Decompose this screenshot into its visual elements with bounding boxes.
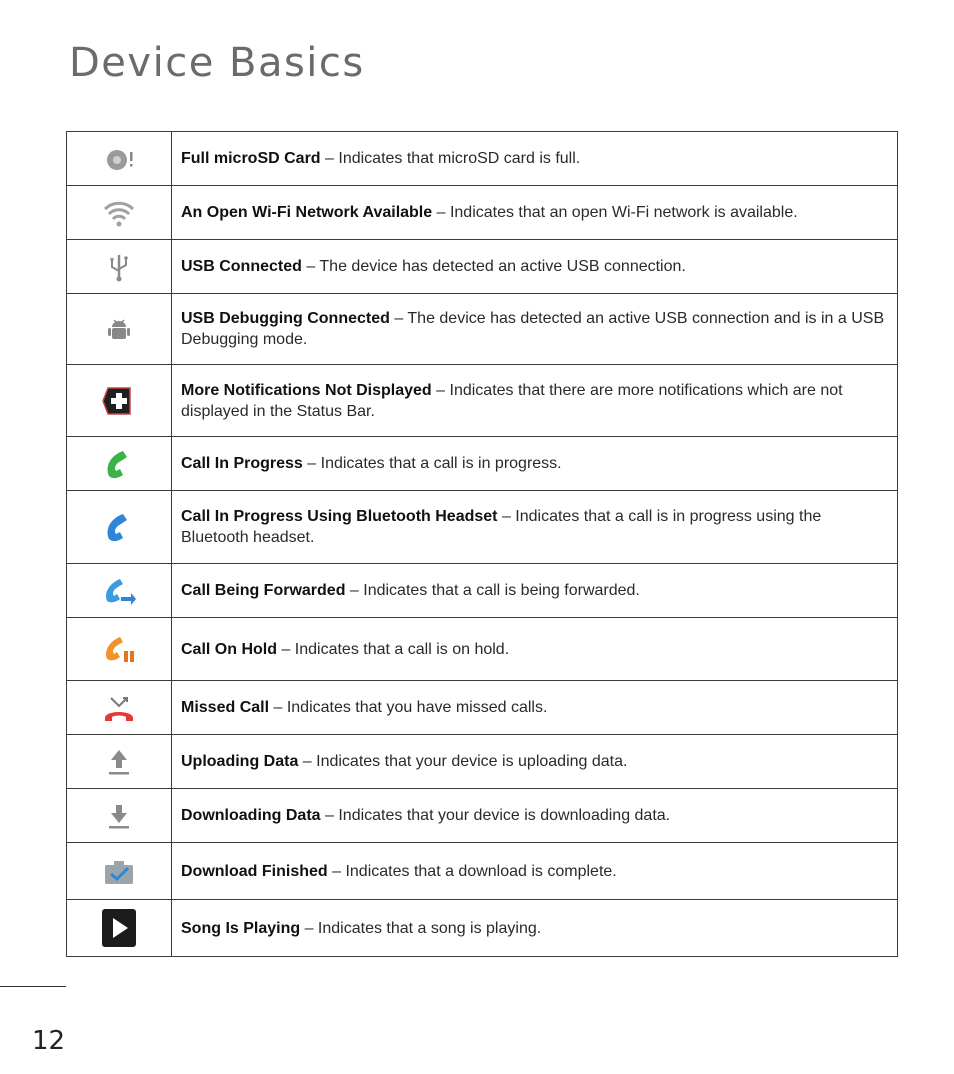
row-description: – Indicates that microSD card is full. xyxy=(320,150,581,167)
android-debug-icon xyxy=(99,309,139,349)
table-row xyxy=(67,132,898,186)
row-term: An Open Wi-Fi Network Available xyxy=(181,204,433,221)
call-in-progress-icon xyxy=(99,444,139,484)
call-on-hold-icon xyxy=(99,629,139,669)
download-finished-icon xyxy=(99,851,139,891)
more-notifications-icon xyxy=(99,381,139,421)
table-row xyxy=(67,365,898,437)
table-row xyxy=(67,618,898,681)
footer-divider xyxy=(0,986,66,987)
song-playing-icon xyxy=(99,908,139,948)
table-row xyxy=(67,681,898,735)
row-description: – Indicates that your device is downloading data. xyxy=(320,807,671,824)
table-row xyxy=(67,437,898,491)
row-description: – Indicates that your device is uploading data. xyxy=(298,753,628,770)
row-description: – Indicates that you have missed calls. xyxy=(269,699,548,716)
table-row xyxy=(67,900,898,957)
bluetooth-call-icon xyxy=(99,507,139,547)
row-description: – Indicates that a call is in progress. xyxy=(302,455,562,472)
page-title: Device Basics xyxy=(69,40,365,86)
row-description: – Indicates that a call is being forwarded. xyxy=(345,582,640,599)
row-term: Download Finished xyxy=(181,862,328,880)
download-icon xyxy=(99,796,139,836)
row-term: Call On Hold xyxy=(181,640,277,658)
page-number: 12 xyxy=(32,1026,66,1056)
status-icons-table xyxy=(66,131,898,957)
usb-icon xyxy=(99,247,139,287)
call-forwarded-icon xyxy=(99,571,139,611)
row-description: – Indicates that there are more notifications which are not displayed in the Status Bar. xyxy=(181,381,843,420)
table-row xyxy=(67,789,898,843)
row-description: – Indicates that a call is in progress using the Bluetooth headset. xyxy=(181,508,822,546)
row-term: Downloading Data xyxy=(181,807,321,824)
row-term: Song Is Playing xyxy=(181,919,301,937)
wifi-open-icon xyxy=(99,193,139,233)
row-description: – Indicates that a song is playing. xyxy=(300,919,542,937)
row-term: Call In Progress xyxy=(181,455,303,472)
row-term: Call Being Forwarded xyxy=(181,582,346,599)
row-term: Uploading Data xyxy=(181,753,299,770)
missed-call-icon xyxy=(99,688,139,728)
table-row xyxy=(67,186,898,240)
table-row xyxy=(67,491,898,564)
row-term: Call In Progress Using Bluetooth Headset xyxy=(181,508,498,525)
table-row xyxy=(67,240,898,294)
row-description: – The device has detected an active USB connection. xyxy=(301,258,686,275)
row-description: – Indicates that an open Wi-Fi network is available. xyxy=(432,204,798,221)
row-description: – Indicates that a call is on hold. xyxy=(277,640,510,658)
row-description: – Indicates that a download is complete. xyxy=(327,862,617,880)
row-term: USB Connected xyxy=(181,258,302,275)
table-row xyxy=(67,564,898,618)
table-row xyxy=(67,735,898,789)
row-term: Missed Call xyxy=(181,699,270,716)
microsd-full-icon xyxy=(99,139,139,179)
row-term: More Notifications Not Displayed xyxy=(181,381,432,399)
table-row xyxy=(67,294,898,365)
row-term: USB Debugging Connected xyxy=(181,310,390,327)
row-term: Full microSD Card xyxy=(181,150,321,167)
row-description: – The device has detected an active USB connection and is in a USB Debugging mode. xyxy=(181,310,885,348)
table-row xyxy=(67,843,898,900)
upload-icon xyxy=(99,742,139,782)
